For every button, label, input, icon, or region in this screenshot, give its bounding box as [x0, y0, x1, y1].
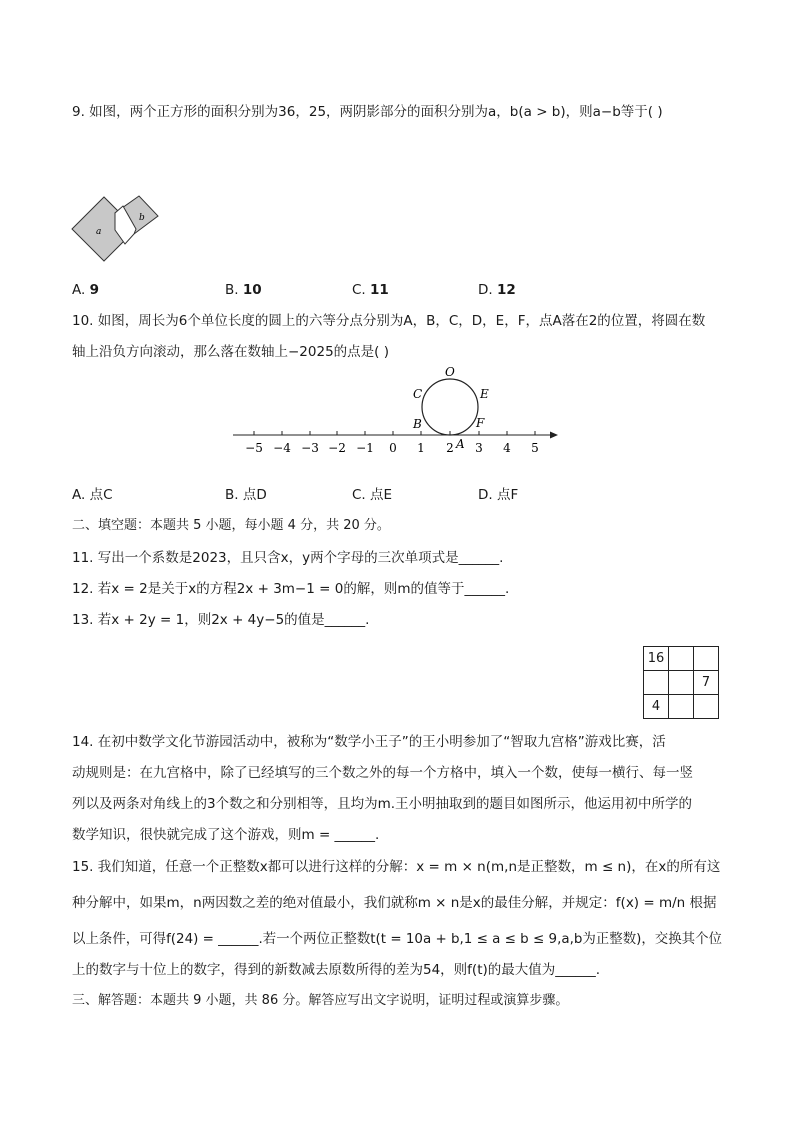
- q9-stem: 9. 如图，两个正方形的面积分别为36，25，两阴影部分的面积分别为a，b(a > b)，则a−b等于( ): [72, 104, 663, 120]
- q13-stem: 13. 若x + 2y = 1，则2x + 4y−5的值是______.: [72, 612, 370, 628]
- q9-squares-figure: [68, 193, 168, 265]
- q9-option-d[interactable]: D. 12: [478, 282, 516, 298]
- tick-label: 2: [446, 441, 454, 455]
- point-O: O: [445, 365, 455, 379]
- point-A: A: [456, 437, 465, 451]
- grid-cell: [669, 671, 694, 695]
- q15-stem-line1: 15. 我们知道，任意一个正整数x都可以进行这样的分解：x = m × n(m,n是正整数，m ≤ n)，在x的所有这: [72, 859, 721, 875]
- grid-cell: 7: [694, 671, 719, 695]
- grid-cell: [669, 695, 694, 719]
- magic-square-grid: [643, 646, 719, 719]
- tick-label: 5: [531, 441, 539, 455]
- tick-label: −1: [356, 441, 374, 455]
- q10-option-b[interactable]: B. 点D: [225, 487, 267, 503]
- q11-stem: 11. 写出一个系数是2023，且只含x，y两个字母的三次单项式是______.: [72, 550, 504, 566]
- grid-cell: 16: [644, 647, 669, 671]
- q9-option-a[interactable]: A. 9: [72, 282, 99, 298]
- axis-arrow: [550, 432, 558, 439]
- grid-cell: [669, 647, 694, 671]
- q9-option-b[interactable]: B. 10: [225, 282, 262, 298]
- label-a: a: [96, 227, 102, 237]
- label-b: b: [139, 213, 145, 223]
- q10-number-line-figure: [230, 360, 565, 460]
- rolling-circle: [422, 379, 478, 435]
- q10-option-c[interactable]: C. 点E: [352, 487, 393, 503]
- grid-cell: 4: [644, 695, 669, 719]
- tick-label: −3: [301, 441, 319, 455]
- q10-option-d[interactable]: D. 点F: [478, 487, 519, 503]
- tick-label: 3: [475, 441, 483, 455]
- point-C: C: [413, 387, 423, 401]
- q10-option-a[interactable]: A. 点C: [72, 487, 113, 503]
- section-2-heading: 二、填空题：本题共 5 小题，每小题 4 分，共 20 分。: [72, 518, 390, 533]
- tick-label: 1: [417, 441, 425, 455]
- section-3-heading: 三、解答题：本题共 9 小题，共 86 分。解答应写出文字说明，证明过程或演算步骤。: [72, 993, 569, 1008]
- q9-option-c[interactable]: C. 11: [352, 282, 389, 298]
- q14-stem-line4: 数学知识，很快就完成了这个游戏，则m = ______.: [72, 827, 380, 843]
- tick-marks: [254, 431, 535, 435]
- q14-stem-line3: 列以及两条对角线上的3个数之和分别相等，且均为m.王小明抽取到的题目如图所示，他运用初中所学的: [72, 796, 693, 812]
- q12-stem: 12. 若x = 2是关于x的方程2x + 3m−1 = 0的解，则m的值等于______.: [72, 581, 510, 597]
- q15-stem-line4: 上的数字与十位上的数字，得到的新数减去原数所得的差为54，则f(t)的最大值为______.: [72, 962, 601, 978]
- q14-stem-line1: 14. 在初中数学文化节游园活动中，被称为“数学小王子”的王小明参加了“智取九宫格”游戏比赛，活: [72, 734, 666, 750]
- grid-cell: [694, 695, 719, 719]
- grid-cell: [644, 671, 669, 695]
- q10-stem-line2: 轴上沿负方向滚动，那么落在数轴上−2025的点是( ): [72, 344, 389, 360]
- tick-label: −2: [328, 441, 346, 455]
- point-F: F: [476, 416, 485, 430]
- q15-stem-line2: 种分解中，如果m，n两因数之差的绝对值最小，我们就称m × n是x的最佳分解，并规定：f(x) = m/n 根据: [72, 895, 717, 911]
- point-B: B: [413, 417, 422, 431]
- q15-stem-line3: 以上条件，可得f(24) = ______.若一个两位正整数t(t = 10a + b,1 ≤ a ≤ b ≤ 9,a,b为正整数)，交换其个位: [72, 931, 722, 947]
- q14-stem-line2: 动规则是：在九宫格中，除了已经填写的三个数之外的每一个方格中，填入一个数，使每一横行、每一竖: [72, 765, 693, 781]
- tick-label: 0: [389, 441, 397, 455]
- tick-label: 4: [503, 441, 511, 455]
- q10-stem-line1: 10. 如图，周长为6个单位长度的圆上的六等分点分别为A，B，C，D，E，F，点A落在2的位置，将圆在数: [72, 313, 706, 329]
- tick-label: −5: [245, 441, 263, 455]
- tick-label: −4: [273, 441, 291, 455]
- point-E: E: [480, 387, 489, 401]
- grid-cell: [694, 647, 719, 671]
